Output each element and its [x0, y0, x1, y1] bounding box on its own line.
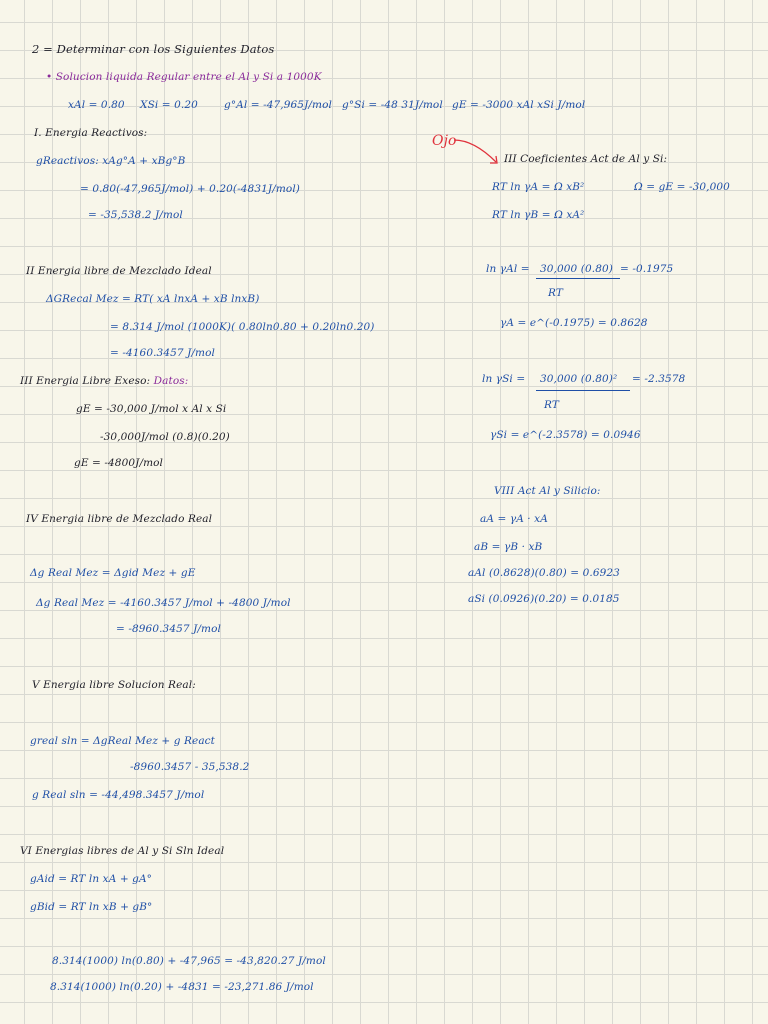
page-title: 2 = Determinar con los Siguientes Datos — [32, 42, 275, 56]
section-3-line-3: gE = -4800J/mol — [74, 457, 164, 469]
section-5-line-2: -8960.3457 - 35,538.2 — [130, 761, 250, 773]
given-x-si: XSi = 0.20 — [140, 99, 198, 111]
section-4-line-1: Δg Real Mez = Δgid Mez + gE — [30, 567, 196, 579]
section-5-heading: V Energia libre Solucion Real: — [32, 679, 196, 691]
fraction-bar — [536, 390, 630, 391]
section-3-heading-tail: Datos: — [153, 375, 189, 387]
section-3-line-2: -30,000J/mol (0.8)(0.20) — [100, 431, 230, 443]
section-8-heading: VIII Act Al y Silicio: — [494, 485, 601, 497]
given-statement: • Solucion liquida Regular entre el Al y Si a 1000K — [46, 71, 322, 83]
section-7-omega: Ω = gE = -30,000 — [634, 181, 730, 193]
section-8-line-1: aA = γA · xA — [480, 513, 548, 525]
red-arrow-icon — [452, 136, 512, 172]
section-4-line-3: = -8960.3457 J/mol — [116, 623, 221, 635]
section-4-line-2: Δg Real Mez = -4160.3457 J/mol + -4800 J/mol — [36, 597, 291, 609]
section-1-line-3: = -35,538.2 J/mol — [88, 209, 183, 221]
section-2-heading: II Energia libre de Mezclado Ideal — [26, 265, 212, 277]
section-1-line-2: = 0.80(-47,965J/mol) + 0.20(-4831J/mol) — [80, 183, 300, 195]
section-5-line-1: greal sln = ΔgReal Mez + g React — [30, 735, 215, 747]
section-7-ln-al-label: ln γAl = — [486, 263, 530, 275]
section-6-heading: VI Energias libres de Al y Si Sln Ideal — [20, 845, 225, 857]
section-7-ln-si-result: = -2.3578 — [632, 373, 686, 385]
section-8-line-2: aB = γB · xB — [474, 541, 543, 553]
section-7-ln-al-result: = -0.1975 — [620, 263, 674, 275]
section-3-heading — [20, 374, 188, 388]
given-g-al: g°Al = -47,965J/mol — [224, 99, 332, 111]
red-note: Ojo — [432, 133, 457, 149]
section-2-line-2: = 8.314 J/mol (1000K)( 0.80ln0.80 + 0.20ln0.20) — [110, 321, 375, 333]
section-3-line-1: gE = -30,000 J/mol x Al x Si — [76, 403, 227, 415]
section-7-ln-al-numerator: 30,000 (0.80) — [540, 263, 613, 275]
given-x-al: xAl = 0.80 — [68, 99, 125, 111]
section-1-heading: I. Energia Reactivos: — [34, 127, 148, 139]
section-1-line-1: gReactivos: xAg°A + xBg°B — [36, 155, 186, 167]
section-7-heading: III Coeficientes Act de Al y Si: — [504, 153, 668, 165]
section-5-line-3: g Real sln = -44,498.3457 J/mol — [32, 789, 205, 801]
section-6-line-4: 8.314(1000) ln(0.20) + -4831 = -23,271.86 J/mol — [50, 981, 314, 993]
section-6-line-1: gAid = RT ln xA + gA° — [30, 873, 153, 885]
section-2-line-1: ΔGRecal Mez = RT( xA lnxA + xB lnxB) — [46, 293, 260, 305]
section-7-ln-al-denominator: RT — [548, 287, 563, 299]
section-2-line-3: = -4160.3457 J/mol — [110, 347, 215, 359]
section-3-heading-text: III Energia Libre Exeso: — [20, 375, 151, 387]
given-g-si: g°Si = -48 31J/mol — [342, 99, 443, 111]
section-6-line-3: 8.314(1000) ln(0.80) + -47,965 = -43,820.27 J/mol — [52, 955, 326, 967]
section-7-line-2: RT ln γB = Ω xA² — [492, 209, 585, 221]
section-7-ln-si-numerator: 30,000 (0.80)² — [540, 373, 618, 385]
section-7-line-1: RT ln γA = Ω xB² — [492, 181, 585, 193]
section-7-ln-si-label: ln γSi = — [482, 373, 526, 385]
section-8-line-4: aSi (0.0926)(0.20) = 0.0185 — [468, 593, 620, 605]
given-g-excess: gE = -3000 xAl xSi J/mol — [452, 99, 586, 111]
section-7-ln-si-denominator: RT — [544, 399, 559, 411]
section-6-line-2: gBid = RT ln xB + gB° — [30, 901, 153, 913]
section-4-heading: IV Energia libre de Mezclado Real — [26, 513, 213, 525]
section-8-line-3: aAl (0.8628)(0.80) = 0.6923 — [468, 567, 620, 579]
section-7-line-6: γSi = e^(-2.3578) = 0.0946 — [490, 429, 641, 441]
fraction-bar — [536, 278, 620, 279]
section-7-line-4: γA = e^(-0.1975) = 0.8628 — [500, 317, 648, 329]
